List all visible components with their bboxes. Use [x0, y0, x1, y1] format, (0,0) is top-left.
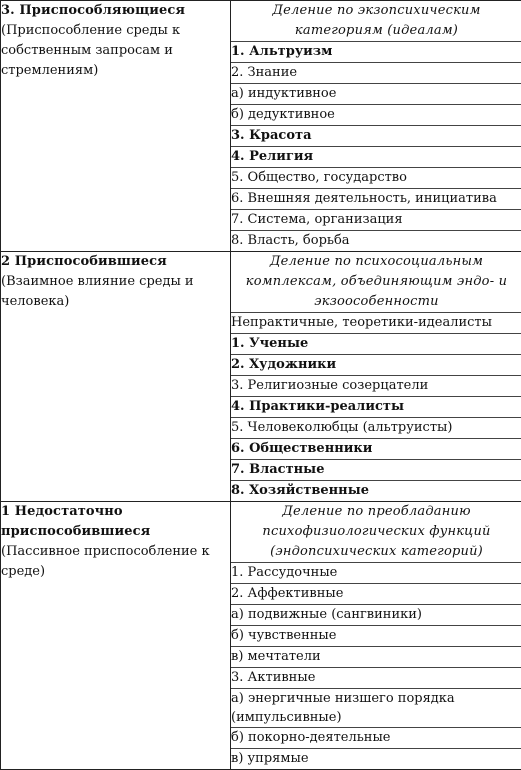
list-item: 2. Художники	[231, 355, 521, 376]
list-item: в) мечтатели	[231, 647, 521, 668]
list-item: а) индуктивное	[231, 84, 521, 105]
group-note: (Взаимное влияние среды и человека)	[1, 272, 230, 312]
category-list	[231, 41, 521, 251]
list-item: 1. Ученые	[231, 334, 521, 355]
category-list	[231, 312, 521, 501]
list-item: б) чувственные	[231, 626, 521, 647]
list-item: 5. Общество, государство	[231, 168, 521, 189]
list-item: в) упрямые	[231, 749, 521, 769]
list-item: 5. Человеколюбцы (альтруисты)	[231, 418, 521, 439]
list-item: 3. Красота	[231, 126, 521, 147]
list-item: 6. Внешняя деятельность, инициатива	[231, 189, 521, 210]
table-row-group-1	[1, 502, 521, 770]
list-item: 8. Хозяйственные	[231, 481, 521, 501]
group-title: 2 Приспособившиеся	[1, 252, 230, 272]
group-title: 3. Приспособляющиеся	[1, 1, 230, 21]
list-item: а) подвижные (сангвиники)	[231, 605, 521, 626]
group-note: (Пассивное приспособление к среде)	[1, 542, 230, 582]
list-item: а) энергичные низшего порядка (импульсивные)	[231, 689, 521, 728]
group-cell	[1, 502, 231, 770]
category-heading: Деление по экзопсихическим категориям (идеалам)	[231, 1, 521, 41]
list-item: б) дедуктивное	[231, 105, 521, 126]
table-row-group-2	[1, 252, 521, 502]
list-item: 2. Аффективные	[231, 584, 521, 605]
table-row-group-3	[1, 1, 521, 252]
group-note: (Приспособление среды к собственным запросам и стремлениям)	[1, 21, 230, 81]
list-item: 3. Религиозные созерцатели	[231, 376, 521, 397]
list-item: 1. Альтруизм	[231, 41, 521, 63]
list-item: 6. Общественники	[231, 439, 521, 460]
list-item: 3. Активные	[231, 668, 521, 689]
list-item: 8. Власть, борьба	[231, 231, 521, 251]
category-list	[231, 562, 521, 769]
list-item: 1. Рассудочные	[231, 562, 521, 584]
table-body	[1, 1, 521, 770]
category-cell	[231, 252, 521, 502]
category-heading: Деление по психосоциальным комплексам, объединяющим эндо- и экзоособенности	[231, 252, 521, 312]
list-item: 2. Знание	[231, 63, 521, 84]
category-heading: Деление по преобладанию психофизиологических функций (эндопсихических категорий)	[231, 502, 521, 562]
list-item: 7. Система, организация	[231, 210, 521, 231]
group-cell	[1, 252, 231, 502]
category-cell	[231, 1, 521, 252]
group-title: 1 Недостаточно приспособившиеся	[1, 502, 230, 542]
list-item: 4. Религия	[231, 147, 521, 168]
list-item: б) покорно-деятельные	[231, 728, 521, 749]
list-item: Непрактичные, теоретики-идеалисты	[231, 312, 521, 334]
group-cell	[1, 1, 231, 252]
list-item: 7. Властные	[231, 460, 521, 481]
list-item: 4. Практики-реалисты	[231, 397, 521, 418]
category-cell	[231, 502, 521, 770]
